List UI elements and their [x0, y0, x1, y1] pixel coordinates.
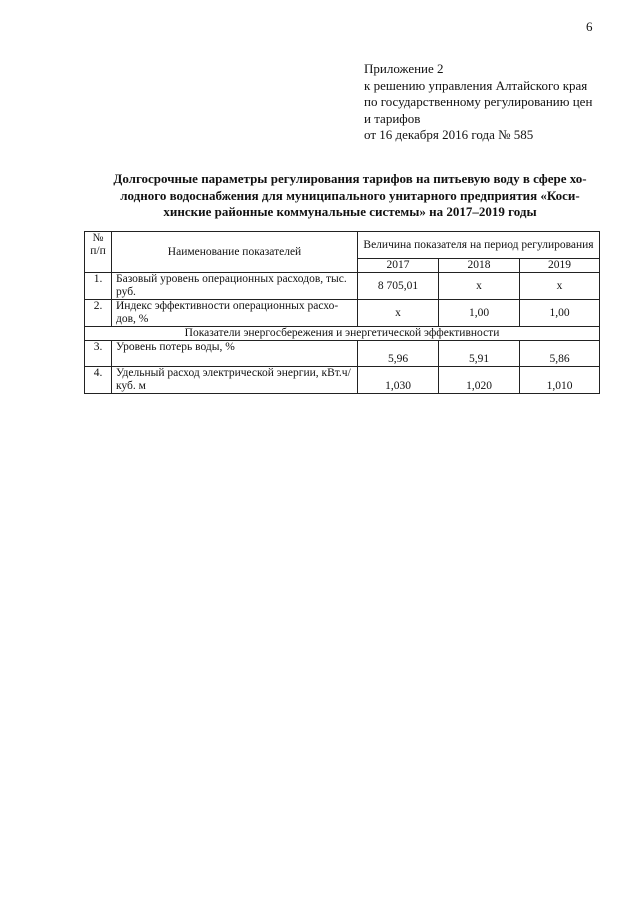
title-line: лодного водоснабжения для муниципального унитарного предприятия «Коси- — [120, 187, 580, 203]
appendix-line: по государственному регулированию цен — [364, 94, 593, 109]
header-name: Наименование показателей — [112, 232, 358, 273]
table-header-row — [85, 232, 600, 259]
row-num: 1. — [85, 273, 112, 300]
title-line: хинские районные коммунальные системы» на 2017–2019 годы — [163, 204, 537, 219]
table-row — [85, 341, 600, 367]
table-row — [85, 273, 600, 300]
section-header-row — [85, 327, 600, 341]
header-num: № п/п — [85, 232, 112, 273]
row-value: 5,91 — [439, 341, 520, 367]
row-name: Индекс эффективности операционных расхо-дов, % — [112, 300, 358, 327]
row-value: 1,010 — [520, 367, 600, 394]
document-title — [100, 171, 600, 221]
appendix-block — [364, 61, 592, 144]
title-line: Долгосрочные параметры регулирования тарифов на питьевую воду в сфере хо- — [113, 171, 587, 186]
appendix-line: к решению управления Алтайского края — [364, 77, 588, 93]
row-name: Удельный расход электрической энергии, кВт.ч/куб. м — [112, 367, 358, 394]
row-name: Базовый уровень операционных расходов, тыс. руб. — [112, 273, 358, 300]
row-value: 1,030 — [358, 367, 439, 394]
row-value: 8 705,01 — [358, 273, 439, 300]
section-title: Показатели энергосбережения и энергетической эффективности — [85, 327, 600, 341]
row-value: х — [520, 273, 600, 300]
appendix-line: Приложение 2 — [364, 61, 444, 76]
row-value: 5,86 — [520, 341, 600, 367]
table-row — [85, 300, 600, 327]
header-value-group: Величина показателя на период регулирования — [358, 232, 600, 259]
row-value: 5,96 — [358, 341, 439, 367]
row-value: х — [358, 300, 439, 327]
row-num: 2. — [85, 300, 112, 327]
header-year: 2019 — [520, 259, 600, 273]
appendix-line: и тарифов — [364, 110, 421, 126]
row-num: 3. — [85, 341, 112, 367]
table-row — [85, 367, 600, 394]
header-year: 2018 — [439, 259, 520, 273]
row-value: 1,00 — [439, 300, 520, 327]
row-value: 1,020 — [439, 367, 520, 394]
row-value: 1,00 — [520, 300, 600, 327]
page-number: 6 — [586, 19, 593, 34]
header-year: 2017 — [358, 259, 439, 273]
row-value: х — [439, 273, 520, 300]
appendix-line: от 16 декабря 2016 года № 585 — [364, 127, 534, 142]
row-num: 4. — [85, 367, 112, 394]
parameters-table — [84, 231, 600, 394]
row-name: Уровень потерь воды, % — [112, 341, 358, 367]
